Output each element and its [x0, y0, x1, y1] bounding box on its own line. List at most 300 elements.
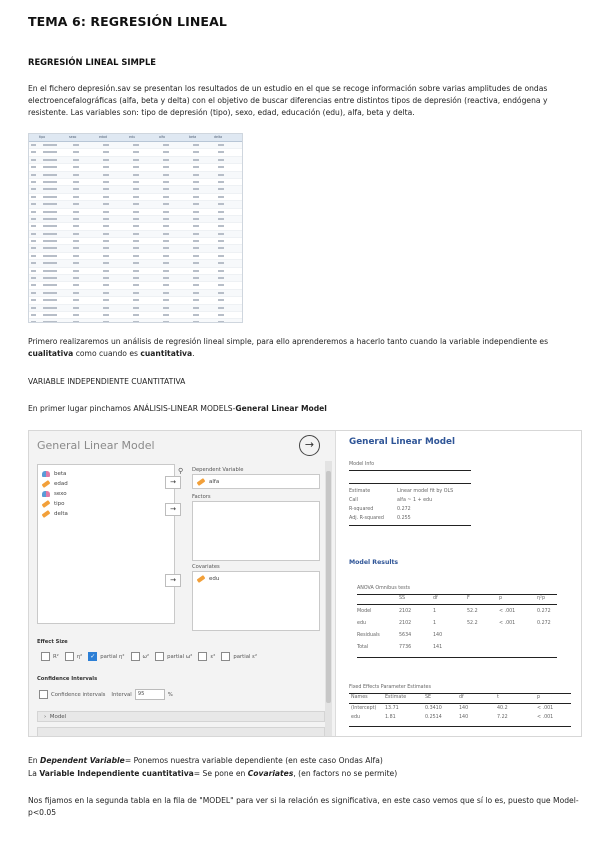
sheet-cell — [214, 172, 239, 178]
fixed-cell: < .001 — [537, 715, 554, 720]
sheet-cell — [99, 297, 129, 303]
scale-icon — [197, 575, 206, 583]
anova-cell: 52.2 — [467, 621, 478, 626]
para3-bold: General Linear Model — [235, 404, 327, 413]
sheet-cell — [69, 223, 99, 229]
sheet-cell — [129, 275, 159, 281]
variable-label: tipo — [54, 501, 65, 507]
sheet-cell — [214, 186, 239, 192]
anova-row-label: Total — [357, 645, 369, 650]
dependent-label: Dependent Variable — [192, 467, 244, 473]
sheet-row — [29, 216, 242, 223]
effect-size-options — [35, 652, 257, 661]
sheet-cell — [159, 216, 189, 222]
sheet-cell — [29, 157, 39, 163]
sheet-cell — [214, 216, 239, 222]
sheet-cell — [214, 149, 239, 155]
sheet-cell — [189, 312, 214, 318]
sheet-cell — [99, 282, 129, 288]
section-title: REGRESIÓN LINEAL SIMPLE — [28, 57, 157, 67]
sheet-cell — [214, 164, 239, 170]
sheet-row — [29, 149, 242, 156]
sheet-cell — [39, 201, 69, 207]
sheet-cell — [99, 268, 129, 274]
sheet-cell — [99, 186, 129, 192]
model-section[interactable]: › Model — [37, 711, 325, 722]
dependent-value: alfa — [209, 478, 220, 485]
sheet-cell — [69, 149, 99, 155]
ci-row — [33, 689, 173, 700]
sheet-cell — [129, 238, 159, 244]
sheet-cell — [129, 312, 159, 318]
sheet-cell — [189, 223, 214, 229]
sheet-cell — [159, 223, 189, 229]
model-info-value: Linear model fit by OLS — [397, 489, 454, 494]
sheet-cell — [214, 253, 239, 259]
sheet-cell — [39, 319, 69, 323]
sheet-cell — [159, 268, 189, 274]
sheet-cell — [159, 290, 189, 296]
interval-input[interactable]: 95 — [135, 689, 165, 700]
sheet-cell — [189, 142, 214, 148]
move-dependent-button[interactable]: → — [165, 476, 181, 489]
model-results-heading: Model Results — [349, 559, 399, 566]
sheet-cell — [189, 157, 214, 163]
sheet-cell — [129, 253, 159, 259]
run-arrow-icon[interactable]: → — [299, 435, 320, 456]
para2-text: como cuando es — [73, 349, 141, 358]
sheet-cell — [189, 319, 214, 323]
sheet-cell — [129, 297, 159, 303]
sheet-cell — [99, 149, 129, 155]
sheet-cell — [99, 157, 129, 163]
sheet-row — [29, 209, 242, 216]
sheet-cell — [29, 201, 39, 207]
anova-header: ANOVA Omnibus tests — [357, 586, 410, 591]
sheet-cell — [159, 194, 189, 200]
sheet-row — [29, 223, 242, 230]
sheet-row — [29, 312, 242, 319]
sheet-cell — [159, 186, 189, 192]
sheet-cell — [159, 231, 189, 237]
sheet-cell — [29, 319, 39, 323]
fixed-row-label: (Intercept) — [351, 706, 377, 711]
sheet-header-row — [29, 134, 242, 142]
fixed-cell: 13.71 — [385, 706, 399, 711]
subsection-title: VARIABLE INDEPENDIENTE CUANTITATIVA — [28, 377, 186, 386]
checkbox[interactable] — [198, 652, 207, 661]
sheet-cell — [39, 223, 69, 229]
sheet-cell — [39, 253, 69, 259]
anova-cell: 141 — [433, 645, 443, 650]
variable-item[interactable] — [42, 509, 174, 519]
fixed-col-header: Names — [351, 695, 368, 700]
sheet-row — [29, 142, 242, 149]
option-label: partial ε² — [233, 653, 258, 660]
sheet-cell — [214, 157, 239, 163]
bold-covariates: Covariates — [247, 769, 294, 778]
checkbox-checked[interactable]: ✓ — [90, 653, 96, 660]
sheet-cell — [69, 275, 99, 281]
sheet-cell — [69, 238, 99, 244]
fixed-cell: 1.81 — [385, 715, 396, 720]
sheet-cell — [129, 305, 159, 311]
fixed-col-header: Estimate — [385, 695, 407, 700]
sheet-cell — [214, 201, 239, 207]
fixed-col-header: SE — [425, 695, 432, 700]
sheet-cell — [69, 201, 99, 207]
sheet-row — [29, 201, 242, 208]
anova-cell: 5634 — [399, 633, 412, 638]
sheet-cell — [39, 238, 69, 244]
variable-label: edad — [54, 481, 68, 487]
factors-box[interactable] — [192, 501, 320, 561]
sheet-cell — [69, 268, 99, 274]
sheet-cell — [99, 179, 129, 185]
sheet-cell — [69, 253, 99, 259]
checkbox[interactable] — [131, 652, 140, 661]
sheet-cell — [69, 312, 99, 318]
sheet-cell — [69, 194, 99, 200]
sheet-cell — [39, 186, 69, 192]
options-title: General Linear Model — [37, 439, 155, 452]
sheet-cell — [29, 186, 39, 192]
sheet-row — [29, 194, 242, 201]
paragraph-3 — [28, 403, 580, 415]
sheet-cell — [29, 297, 39, 303]
sheet-cell — [39, 290, 69, 296]
sheet-cell — [129, 231, 159, 237]
sheet-cell — [129, 194, 159, 200]
intro-paragraph: En el fichero depresión.sav se presentan los resultados de un estudio en el que se recoge información sobre varias amplitudes de ondas electroencefalográficas (alfa, beta y delta) con el objetivo de buscar diferencias entre distintos tipos de depresión (reactiva, endógena y resistente. Las variables son: tipo de depresión (tipo), sexo, edad, educación (edu), alfa, beta y delta. — [28, 84, 548, 117]
sheet-cell — [214, 297, 239, 303]
line-independent — [28, 768, 580, 780]
sheet-cell — [129, 201, 159, 207]
sheet-cell — [99, 312, 129, 318]
sheet-cell — [69, 282, 99, 288]
move-covariates-button[interactable]: → — [165, 574, 181, 587]
sheet-col-header: beta — [189, 135, 197, 139]
fixed-row-label: edu — [351, 715, 361, 720]
sheet-cell — [214, 209, 239, 215]
bold-independent: Variable Independiente cuantitativa — [39, 769, 194, 778]
sheet-cell — [129, 223, 159, 229]
model-info-key: R-squared — [349, 507, 374, 512]
interval-unit: % — [167, 691, 173, 698]
sheet-cell — [214, 290, 239, 296]
sheet-cell — [159, 172, 189, 178]
sheet-cell — [214, 142, 239, 148]
sheet-cell — [39, 209, 69, 215]
para3-text: En primer lugar pinchamos ANÁLISIS-LINEAR MODELS- — [28, 404, 236, 413]
para2-bold-cualitativa: cualitativa — [28, 349, 74, 358]
sheet-cell — [69, 260, 99, 266]
anova-row-label: edu — [357, 621, 367, 626]
sheet-cell — [39, 305, 69, 311]
sheet-row — [29, 164, 242, 171]
text: La — [28, 769, 40, 778]
sheet-row — [29, 282, 242, 289]
scale-icon — [42, 500, 51, 508]
sheet-cell — [214, 275, 239, 281]
option-label: partial η² — [100, 653, 125, 660]
options-scrollbar-thumb[interactable] — [326, 471, 331, 703]
sheet-cell — [99, 305, 129, 311]
next-section[interactable] — [37, 727, 325, 737]
sheet-cell — [29, 142, 39, 148]
sheet-cell — [189, 164, 214, 170]
fixed-cell: 140 — [459, 715, 469, 720]
option-label: η² — [76, 653, 83, 660]
covariates-label: Covariates — [192, 564, 220, 570]
sheet-cell — [99, 245, 129, 251]
sheet-cell — [69, 172, 99, 178]
nominal-icon — [42, 491, 50, 497]
anova-cell: 52.2 — [467, 609, 478, 614]
sheet-cell — [69, 164, 99, 170]
nominal-icon — [42, 471, 50, 477]
fixed-col-header: df — [459, 695, 464, 700]
anova-col-header: F — [467, 596, 470, 601]
anova-cell: < .001 — [499, 621, 516, 626]
sheet-cell — [99, 172, 129, 178]
sheet-cell — [39, 194, 69, 200]
sheet-cell — [159, 149, 189, 155]
anova-cell: 2102 — [399, 621, 412, 626]
sheet-cell — [99, 216, 129, 222]
sheet-cell — [39, 231, 69, 237]
anova-cell: 1 — [433, 609, 437, 614]
sheet-row — [29, 268, 242, 275]
sheet-cell — [99, 253, 129, 259]
fixed-cell: 140 — [459, 706, 469, 711]
sheet-cell — [69, 305, 99, 311]
sheet-cell — [189, 216, 214, 222]
sheet-cell — [29, 290, 39, 296]
sheet-cell — [129, 157, 159, 163]
sheet-cell — [99, 260, 129, 266]
fixed-cell: < .001 — [537, 706, 554, 711]
sheet-cell — [29, 275, 39, 281]
sheet-cell — [99, 164, 129, 170]
sheet-cell — [189, 231, 214, 237]
sheet-row — [29, 245, 242, 252]
variable-item[interactable] — [42, 469, 174, 479]
anova-cell: 1 — [433, 621, 437, 626]
variables-list[interactable] — [37, 464, 175, 624]
sheet-cell — [29, 231, 39, 237]
sheet-cell — [129, 319, 159, 323]
sheet-cell — [214, 319, 239, 323]
sheet-cell — [189, 253, 214, 259]
sheet-col-header: delta — [214, 135, 223, 139]
anova-cell: 2102 — [399, 609, 412, 614]
data-spreadsheet — [28, 133, 243, 323]
dependent-box[interactable] — [192, 474, 320, 489]
paragraph-2 — [28, 336, 580, 360]
variable-item[interactable] — [42, 479, 174, 489]
sheet-cell — [189, 305, 214, 311]
sheet-cell — [159, 253, 189, 259]
sheet-cell — [99, 194, 129, 200]
sheet-body — [29, 142, 242, 323]
sheet-cell — [129, 245, 159, 251]
anova-cell: 140 — [433, 633, 443, 638]
sheet-cell — [214, 238, 239, 244]
variable-label: sexo — [54, 491, 67, 497]
fixed-effects-header: Fixed Effects Parameter Estimates — [349, 685, 431, 690]
model-section-label: Model — [49, 714, 67, 720]
sheet-col-header: edad — [99, 135, 107, 139]
sheet-cell — [29, 179, 39, 185]
para2-text: . — [192, 349, 195, 358]
sheet-cell — [189, 260, 214, 266]
sheet-cell — [69, 231, 99, 237]
sheet-cell — [39, 268, 69, 274]
anova-cell: < .001 — [499, 609, 516, 614]
sheet-cell — [214, 245, 239, 251]
sheet-cell — [159, 297, 189, 303]
sheet-row — [29, 238, 242, 245]
sheet-cell — [69, 290, 99, 296]
checkbox[interactable] — [155, 652, 164, 661]
sheet-cell — [39, 312, 69, 318]
sheet-cell — [214, 305, 239, 311]
sheet-cell — [29, 268, 39, 274]
sheet-cell — [189, 238, 214, 244]
sheet-cell — [159, 238, 189, 244]
sheet-cell — [29, 253, 39, 259]
bold-dependent-variable: Dependent Variable — [40, 756, 125, 765]
fixed-cell: 40.2 — [497, 706, 508, 711]
sheet-cell — [189, 179, 214, 185]
checkbox[interactable] — [65, 652, 74, 661]
sheet-cell — [69, 157, 99, 163]
sheet-cell — [214, 194, 239, 200]
move-factors-button[interactable]: → — [165, 503, 181, 516]
sheet-row — [29, 157, 242, 164]
anova-row-label: Model — [357, 609, 372, 614]
sheet-cell — [129, 164, 159, 170]
anova-cell: 7736 — [399, 645, 412, 650]
sheet-row — [29, 260, 242, 267]
sheet-cell — [129, 142, 159, 148]
sheet-cell — [29, 282, 39, 288]
sheet-col-header: alfa — [159, 135, 165, 139]
sheet-cell — [29, 164, 39, 170]
sheet-cell — [189, 297, 214, 303]
sheet-cell — [99, 223, 129, 229]
sheet-cell — [69, 142, 99, 148]
page-title: TEMA 6: REGRESIÓN LINEAL — [28, 14, 227, 29]
sheet-cell — [39, 164, 69, 170]
sheet-cell — [129, 290, 159, 296]
sheet-cell — [189, 268, 214, 274]
anova-cell: 0.272 — [537, 621, 551, 626]
sheet-cell — [159, 179, 189, 185]
fixed-cell: 0.3410 — [425, 706, 442, 711]
model-info-header: Model Info — [349, 462, 375, 467]
interval-label: Interval — [111, 691, 132, 698]
sheet-row — [29, 186, 242, 193]
variable-label: delta — [54, 511, 68, 517]
sheet-cell — [29, 172, 39, 178]
sheet-cell — [189, 194, 214, 200]
sheet-row — [29, 231, 242, 238]
sheet-row — [29, 319, 242, 323]
sheet-cell — [39, 157, 69, 163]
sheet-cell — [99, 142, 129, 148]
ci-checkbox-label: Confidence intervals — [51, 691, 106, 698]
text: = Se pone en — [193, 769, 248, 778]
sheet-cell — [39, 216, 69, 222]
anova-col-header: p — [499, 596, 503, 601]
variable-item[interactable] — [42, 489, 174, 499]
anova-cell: 0.272 — [537, 609, 551, 614]
sheet-cell — [189, 245, 214, 251]
sheet-cell — [39, 149, 69, 155]
sheet-cell — [189, 290, 214, 296]
sheet-cell — [189, 275, 214, 281]
option-label: ω² — [142, 653, 150, 660]
paragraph-4: Nos fijamos en la segunda tabla en la fila de "MODEL" para ver si la relación es significativa, en este caso vemos que sí lo es, puesto que Model-p<0.05 — [28, 796, 579, 817]
results-title: General Linear Model — [349, 437, 456, 447]
sheet-cell — [99, 209, 129, 215]
checkbox[interactable] — [221, 652, 230, 661]
sheet-cell — [129, 179, 159, 185]
variable-item[interactable] — [42, 499, 174, 509]
scale-icon — [42, 510, 51, 518]
results-panel — [341, 431, 581, 736]
sheet-cell — [189, 201, 214, 207]
covariate-value: edu — [209, 576, 220, 582]
sheet-row — [29, 290, 242, 297]
sheet-cell — [129, 282, 159, 288]
sheet-cell — [159, 209, 189, 215]
sheet-cell — [39, 179, 69, 185]
effect-size-label: Effect Size — [37, 639, 68, 645]
sheet-cell — [39, 172, 69, 178]
sheet-cell — [159, 245, 189, 251]
sheet-cell — [129, 216, 159, 222]
option-label: ε² — [210, 653, 216, 660]
sheet-cell — [189, 186, 214, 192]
search-icon[interactable]: ⚲ — [178, 467, 184, 475]
sheet-row — [29, 179, 242, 186]
sheet-cell — [214, 312, 239, 318]
sheet-cell — [99, 290, 129, 296]
model-info-key: Adj. R-squared — [349, 516, 384, 521]
sheet-cell — [159, 142, 189, 148]
ci-checkbox[interactable] — [39, 690, 48, 699]
sheet-cell — [159, 201, 189, 207]
sheet-cell — [159, 312, 189, 318]
sheet-cell — [29, 245, 39, 251]
options-panel — [29, 431, 336, 736]
sheet-cell — [159, 157, 189, 163]
sheet-cell — [129, 186, 159, 192]
sheet-cell — [214, 231, 239, 237]
sheet-cell — [69, 179, 99, 185]
sheet-cell — [214, 282, 239, 288]
sheet-cell — [159, 305, 189, 311]
para2-bold-cuantitativa: cuantitativa — [140, 349, 193, 358]
checkbox[interactable] — [41, 652, 50, 661]
variable-label: beta — [54, 471, 67, 477]
sheet-cell — [69, 186, 99, 192]
covariates-box[interactable] — [192, 571, 320, 631]
sheet-cell — [39, 260, 69, 266]
